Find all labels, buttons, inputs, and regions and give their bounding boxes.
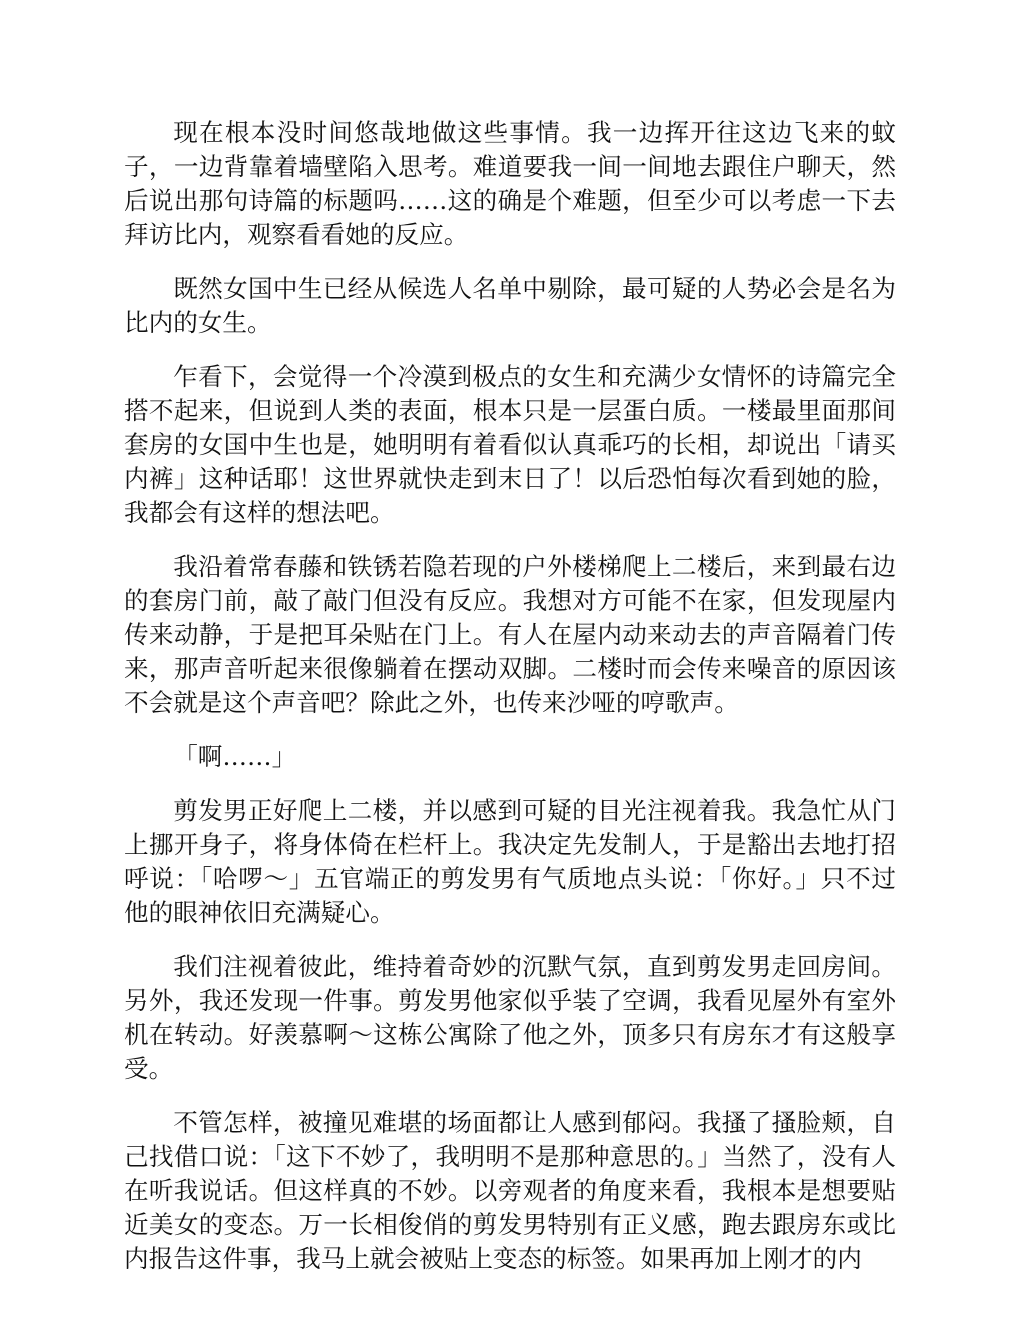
paragraph-2: 既然女国中生已经从候选人名单中剔除，最可疑的人势必会是名为比内的女生。 <box>124 274 896 337</box>
paragraph-6: 剪发男正好爬上二楼，并以感到可疑的目光注视着我。我急忙从门上挪开身子，将身体倚在栏杆上。我决定先发制人，于是豁出去地打招呼说：「哈啰～」五官端正的剪发男有气质地点头说：「你好。」只不过他的眼神依旧充满疑心。 <box>124 796 896 927</box>
paragraph-1: 现在根本没时间悠哉地做这些事情。我一边挥开往这边飞来的蚊子，一边背靠着墙壁陷入思考。难道要我一间一间地去跟住户聊天，然后说出那句诗篇的标题吗……这的确是个难题，但至少可以考虑一下去拜访比内，观察看看她的反应。 <box>124 118 896 249</box>
paragraph-7: 我们注视着彼此，维持着奇妙的沉默气氛，直到剪发男走回房间。另外，我还发现一件事。剪发男他家似乎装了空调，我看见屋外有室外机在转动。好羡慕啊～这栋公寓除了他之外，顶多只有房东才有这般享受。 <box>124 952 896 1083</box>
paragraph-5-dialogue: 「啊……」 <box>173 742 297 771</box>
paragraph-4: 我沿着常春藤和铁锈若隐若现的户外楼梯爬上二楼后，来到最右边的套房门前，敲了敲门但没有反应。我想对方可能不在家，但发现屋内传来动静，于是把耳朵贴在门上。有人在屋内动来动去的声音隔着门传来，那声音听起来很像躺着在摆动双脚。二楼时而会传来噪音的原因该不会就是这个声音吧？除此之外，也传来沙哑的哼歌声。 <box>124 552 896 717</box>
paragraph-3: 乍看下，会觉得一个冷漠到极点的女生和充满少女情怀的诗篇完全搭不起来，但说到人类的表面，根本只是一层蛋白质。一楼最里面那间套房的女国中生也是，她明明有着看似认真乖巧的长相，却说出「请买内裤」这种话耶！这世界就快走到末日了！以后恐怕每次看到她的脸，我都会有这样的想法吧。 <box>124 362 896 527</box>
document-body <box>124 116 896 1276</box>
paragraph-8: 不管怎样，被撞见难堪的场面都让人感到郁闷。我搔了搔脸颊，自己找借口说：「这下不妙了，我明明不是那种意思的。」当然了，没有人在听我说话。但这样真的不妙。以旁观者的角度来看，我根本是想要贴近美女的变态。万一长相俊俏的剪发男特别有正义感，跑去跟房东或比内报告这件事，我马上就会被贴上变态的标签。如果再加上刚才的内 <box>124 1108 896 1273</box>
